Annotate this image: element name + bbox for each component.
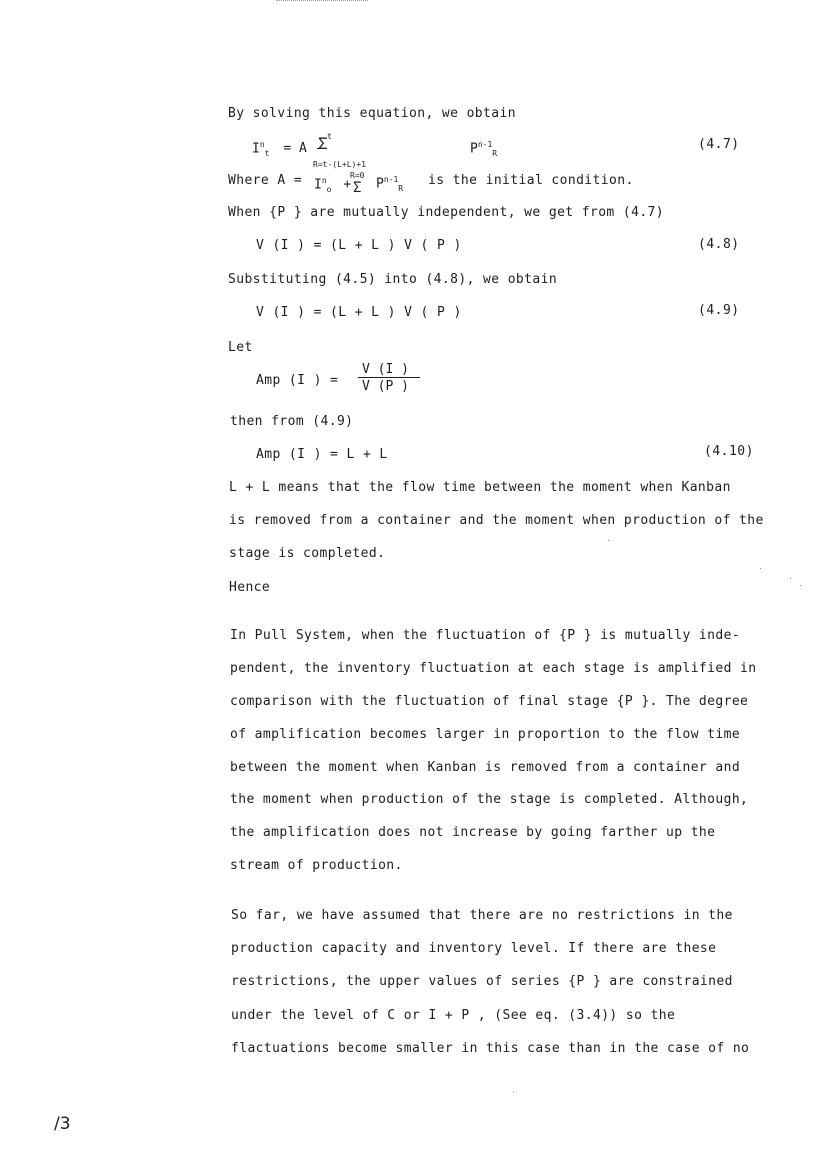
scan-speck: [513, 1092, 514, 1093]
eq-subscript: R: [398, 183, 404, 193]
equation-4-7: [252, 137, 322, 162]
text-line: So far, we have assumed that there are no restrictions in the: [231, 908, 733, 923]
sum-upper-limit: t: [327, 132, 332, 141]
sum-upper-limit: R=0: [350, 171, 365, 180]
scan-speck: [760, 568, 761, 569]
eq-superscript: n: [259, 140, 265, 149]
text-line: comparison with the fluctuation of final stage {P }. The degree: [230, 694, 749, 709]
text-line: Substituting (4.5) into (4.8), we obtain: [228, 272, 558, 287]
fraction-denominator: V (P ): [362, 379, 409, 394]
text-line: Let: [228, 340, 253, 355]
text-line: stream of production.: [230, 858, 403, 873]
equation-number: (4.7): [698, 137, 740, 152]
eq-symbol: I: [314, 177, 322, 193]
text-line: When {P } are mutually independent, we get from (4.7): [228, 205, 665, 220]
eq-symbol: I: [252, 141, 260, 157]
sum-symbol: Σ: [353, 180, 362, 196]
eq-symbol: P: [470, 141, 478, 157]
text-line: between the moment when Kanban is removed from a container and: [230, 760, 741, 775]
text-line: of amplification becomes larger in proportion to the flow time: [230, 727, 741, 742]
equation-number: (4.8): [698, 237, 740, 252]
eq-symbol: P: [376, 176, 384, 192]
eq-operator: +: [343, 177, 352, 193]
text-line: By solving this equation, we obtain: [228, 106, 516, 121]
text-line: flactuations become smaller in this case than in the case of no: [231, 1041, 750, 1056]
eq-operator: = A -: [283, 141, 323, 157]
text-line: is the initial condition.: [428, 173, 634, 188]
text-line: restrictions, the upper values of series {P } are constrained: [231, 974, 733, 989]
text-line: is removed from a container and the moment when production of the: [229, 513, 764, 528]
text-line: production capacity and inventory level. If there are these: [231, 941, 717, 956]
sum-symbol: Σ: [318, 134, 328, 153]
amp-definition-lhs: Amp (I ) =: [256, 373, 339, 388]
fraction-bar: [358, 377, 420, 378]
eq-term: [470, 137, 497, 162]
amp-fraction: [358, 362, 422, 396]
scan-speck: [800, 585, 801, 586]
text-line: under the level of C or I + P , (See eq. (3.4)) so the: [231, 1008, 676, 1023]
equation-number: (4.9): [698, 303, 740, 318]
eq-superscript: n: [321, 176, 327, 185]
eq-term: [314, 173, 351, 198]
text-line: Hence: [229, 580, 271, 595]
text-line: Where A =: [228, 173, 303, 188]
text-line: the moment when production of the stage is completed. Although,: [230, 792, 749, 807]
eq-superscript: n-1: [383, 175, 399, 184]
equation-4-10: Amp (I ) = L + L: [256, 447, 388, 462]
page-number: /3: [54, 1114, 71, 1134]
text-line: the amplification does not increase by going farther up the: [230, 825, 716, 840]
text-line: pendent, the inventory fluctuation at each stage is amplified in: [230, 661, 757, 676]
equation-4-8: V (I ) = (L + L ) V ( P ): [256, 238, 462, 253]
text-line: L + L means that the flow time between the moment when Kanban: [229, 480, 731, 495]
text-line: In Pull System, when the fluctuation of {P } is mutually inde-: [230, 628, 741, 643]
text-line: stage is completed.: [229, 546, 386, 561]
scan-artifact: [276, 0, 368, 3]
fraction-numerator: V (I ): [362, 362, 409, 377]
scan-speck: [790, 578, 791, 579]
eq-subscript: t: [264, 148, 270, 158]
sum-lower-limit: R=t-(L+L)+1: [313, 160, 366, 169]
eq-superscript: n-1: [477, 140, 493, 149]
eq-subscript: o: [326, 184, 332, 194]
eq-subscript: R: [492, 148, 498, 158]
eq-term: [376, 172, 403, 197]
equation-4-9: V (I ) = (L + L ) V ( P ): [256, 305, 462, 320]
text-line: then from (4.9): [230, 414, 354, 429]
scan-speck: [608, 540, 609, 541]
equation-number: (4.10): [704, 444, 754, 459]
